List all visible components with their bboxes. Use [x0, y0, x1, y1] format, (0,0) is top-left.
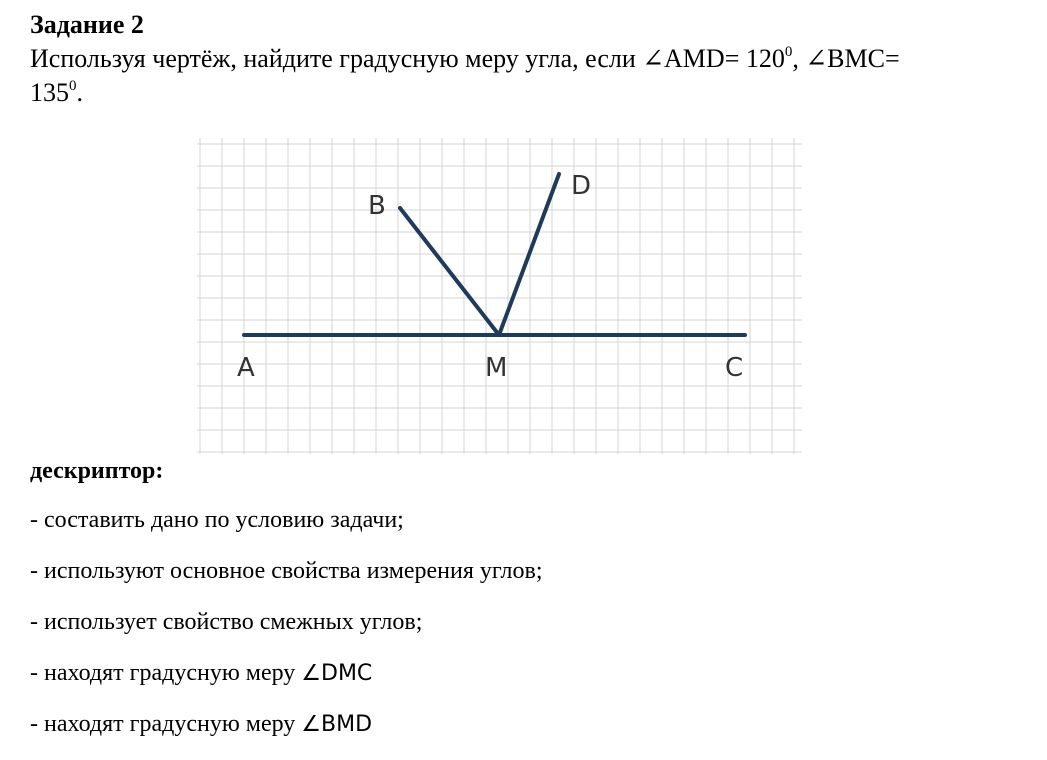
descriptor-item	[30, 607, 543, 658]
descriptor-item-text: - использует свойство смежных углов;	[30, 609, 423, 635]
descriptor-item	[30, 556, 543, 607]
label-a: A	[237, 353, 255, 383]
label-b: B	[368, 191, 386, 221]
label-d: D	[571, 171, 592, 201]
descriptor-list	[30, 505, 543, 760]
degree-mark-1: 0	[784, 44, 793, 60]
descriptor-item	[30, 658, 543, 709]
task-statement	[30, 42, 1020, 110]
task-title: Задание 2	[30, 10, 144, 39]
descriptor-item-text: - составить дано по условию задачи;	[30, 507, 404, 533]
descriptor-item-text: - находят градусную меру	[30, 660, 302, 686]
descriptor-item-text: - используют основное свойства измерения углов;	[30, 558, 543, 584]
angle-bmd: ∠BMD	[301, 712, 373, 737]
task-text-after: .	[76, 78, 83, 107]
grid	[197, 138, 802, 454]
ray-mb	[400, 208, 499, 335]
task-text-middle: , ∠BMC=	[792, 44, 900, 73]
descriptor-item	[30, 709, 543, 760]
geometry-figure	[197, 138, 802, 454]
task-text-continuation: 135	[30, 78, 69, 107]
descriptor-title: дескриптор:	[30, 458, 164, 484]
angle-dmc: ∠DMC	[301, 661, 373, 686]
descriptor-item	[30, 505, 543, 556]
degree-mark-2: 0	[69, 78, 77, 94]
descriptor-item-text: - находят градусную меру	[30, 711, 302, 737]
label-m: M	[485, 353, 508, 383]
label-c: C	[725, 353, 744, 383]
task-text-before: Используя чертёж, найдите градусную меру угла, если ∠AMD= 120	[30, 44, 785, 73]
